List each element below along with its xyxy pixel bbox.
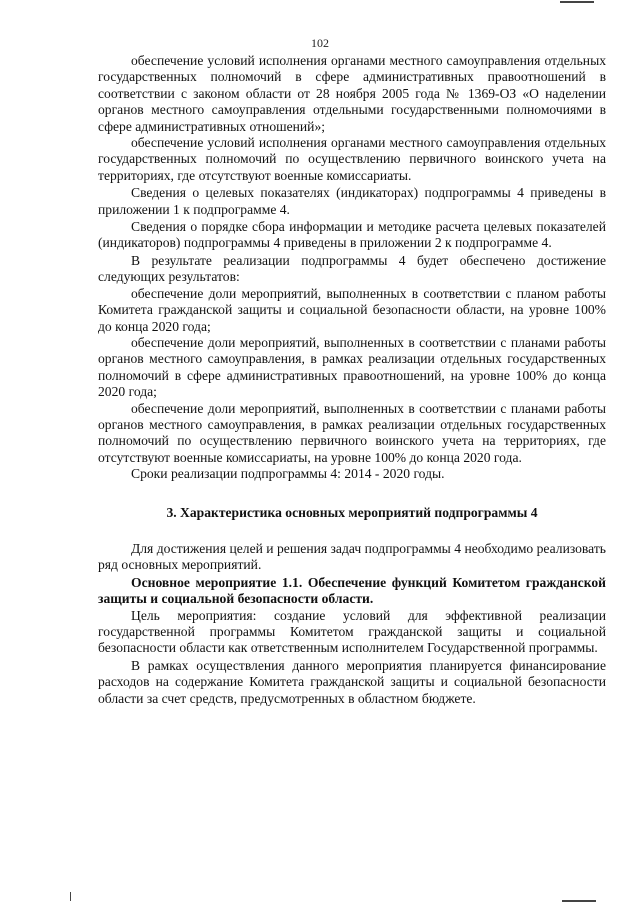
paragraph: Для достижения целей и решения задач подпрограммы 4 необходимо реализовать ряд основных мероприятий. — [98, 540, 606, 573]
list-item: обеспечение доли мероприятий, выполненных в соответствии с планом работы Комитета гражданской защиты и социальной безопасности области, на уровне 100% до конца 2020 года; — [98, 285, 606, 334]
list-item: обеспечение доли мероприятий, выполненных в соответствии с планами работы органов местного самоуправления, в рамках реализации отдельных государственных полномочий по осуществлению первичного воинского учета на территориях, где отсутствуют военные комиссариаты, на уровне 100% до конца 2020 года. — [98, 400, 606, 465]
paragraph: обеспечение условий исполнения органами местного самоуправления отдельных государственных полномочий по осуществлению первичного воинского учета на территориях, где отсутствуют военные комиссариаты. — [98, 135, 606, 183]
paragraph: В результате реализации подпрограммы 4 будет обеспечено достижение следующих результатов: — [98, 252, 606, 285]
subsection-heading: Основное мероприятие 1.1. Обеспечение функций Комитетом гражданской защиты и социальной безопасности области. — [98, 574, 606, 607]
paragraph: обеспечение условий исполнения органами местного самоуправления отдельных государственных полномочий в сфере административных правоотношений в соответствии с законом области от 28 ноября 2005 года № 1369-ОЗ «О наделении органов местного самоуправления отдельными государственными полномочиями в сфере административных отношений»; — [98, 53, 606, 134]
paragraph: Сроки реализации подпрограммы 4: 2014 - 2020 годы. — [131, 466, 445, 482]
list-item: обеспечение доли мероприятий, выполненных в соответствии с планами работы органов местного самоуправления, в рамках реализации отдельных государственных полномочий в сфере административных правоотношений, на уровне 100% до конца 2020 года; — [98, 334, 606, 400]
scan-mark-bottom-right — [562, 900, 596, 902]
paragraph: Цель мероприятия: создание условий для эффективной реализации государственной программы Комитетом гражданской защиты и социальной безопасности области как ответственным исполнителем Государственной программы. — [98, 607, 606, 656]
scan-mark-bottom-left — [70, 892, 71, 901]
scan-mark-top-right — [560, 1, 594, 3]
page-body — [98, 53, 606, 707]
page-number: 102 — [311, 36, 329, 50]
paragraph: В рамках осуществления данного мероприятия планируется финансирование расходов на содержание Комитета гражданской защиты и социальной безопасности области за счет средств, предусмотренных в областном бюджете. — [98, 657, 606, 706]
section-heading: 3. Характеристика основных мероприятий подпрограммы 4 — [166, 504, 538, 520]
paragraph: Сведения о порядке сбора информации и методике расчета целевых показателей (индикаторов) подпрограммы 4 приведены в приложении 2 к подпрограмме 4. — [98, 219, 606, 251]
paragraph: Сведения о целевых показателях (индикаторах) подпрограммы 4 приведены в приложении 1 к подпрограмме 4. — [98, 185, 606, 217]
